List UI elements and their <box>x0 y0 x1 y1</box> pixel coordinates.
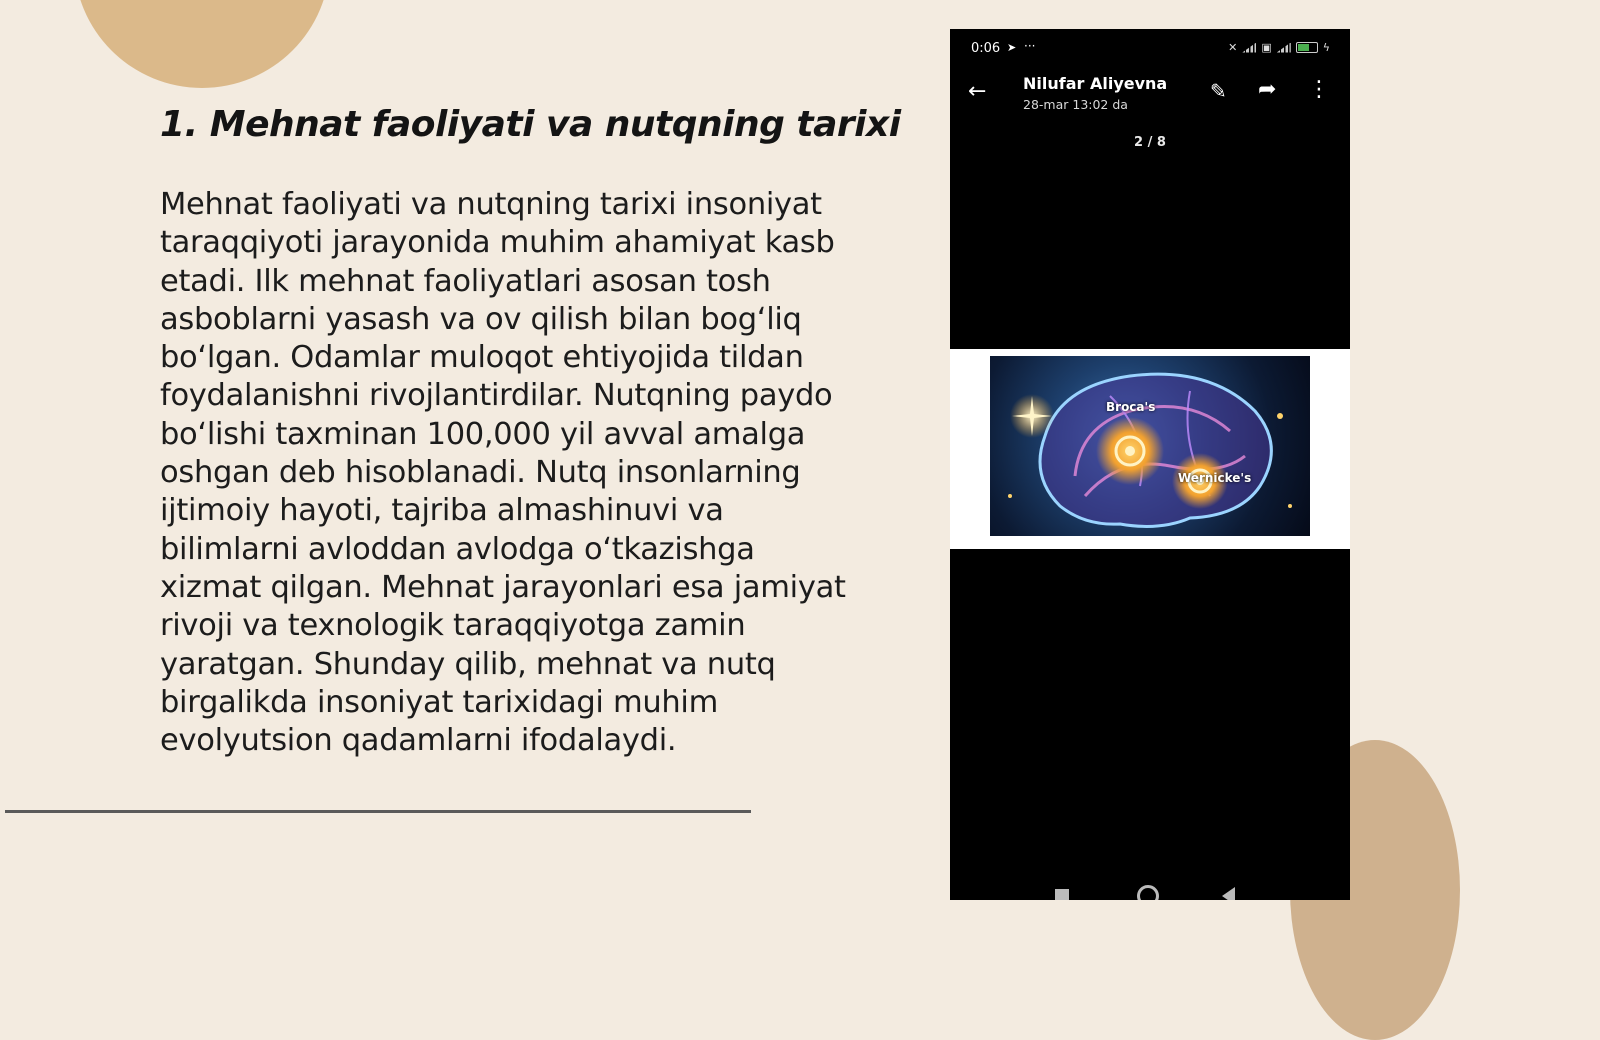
status-bar <box>950 29 1350 69</box>
battery-icon <box>1296 42 1318 53</box>
status-icons <box>1228 41 1330 54</box>
back-triangle-icon[interactable] <box>1222 887 1235 900</box>
recent-apps-icon[interactable] <box>1055 889 1069 900</box>
arrow-left-icon[interactable]: ← <box>968 79 987 104</box>
page-counter: 2 / 8 <box>1134 135 1166 150</box>
divider-line <box>5 810 751 813</box>
viewer-top-bar <box>950 69 1350 125</box>
phone-screenshot <box>950 29 1350 900</box>
status-time: 0:06 <box>971 41 1001 56</box>
share-icon[interactable]: ➦ <box>1258 77 1277 102</box>
status-dots: ··· <box>1024 39 1036 53</box>
brain-graphic <box>990 356 1310 536</box>
volte-icon: ▣ <box>1261 41 1272 54</box>
charging-icon: ϟ <box>1322 41 1330 54</box>
sender-date: 28-mar 13:02 da <box>1023 97 1128 112</box>
more-vertical-icon[interactable]: ⋮ <box>1308 77 1330 102</box>
broca-label: Broca's <box>1106 400 1156 414</box>
image-frame <box>950 349 1350 549</box>
android-nav-bar <box>950 879 1350 900</box>
slide-body-text: Mehnat faoliyati va nutqning tarixi insoniyat taraqqiyoti jarayonida muhim ahamiyat kasb etadi. Ilk mehnat faoliyatlari asosan tosh asboblarni yasash va ov qilish bilan bog‘liq bo‘lgan. Odamlar muloqot ehtiyojida tildan foydalanishni rivojlantirdilar. Nutqning paydo bo‘lishi taxminan 100,000 yil avval amalga oshgan deb hisoblanadi. Nutq insonlarning ijtimoiy hayoti, tajriba almashinuvi va bilimlarni avloddan avlodga o‘tkazishga xizmat qilgan. Mehnat jarayonlari esa jamiyat rivoji va texnologik taraqqiyotga zamin yaratgan. Shunday qilib, mehnat va nutq birgalikda insoniyat tarixidagi muhim evolyutsion qadamlarni ifodalaydi. <box>160 187 846 759</box>
sender-name: Nilufar Aliyevna <box>1023 74 1168 93</box>
brush-icon[interactable]: ✎ <box>1210 79 1227 103</box>
decorative-circle-top <box>74 0 330 88</box>
brain-illustration[interactable] <box>990 356 1310 536</box>
wernicke-label: Wernicke's <box>1178 471 1252 485</box>
telegram-icon: ➤ <box>1007 41 1017 54</box>
slide-title: 1. Mehnat faoliyati va nutqning tarixi <box>160 104 901 145</box>
mute-icon: ✕ <box>1228 41 1238 54</box>
signal-icon-2 <box>1277 43 1291 53</box>
home-icon[interactable] <box>1137 885 1159 900</box>
signal-icon <box>1242 43 1256 53</box>
